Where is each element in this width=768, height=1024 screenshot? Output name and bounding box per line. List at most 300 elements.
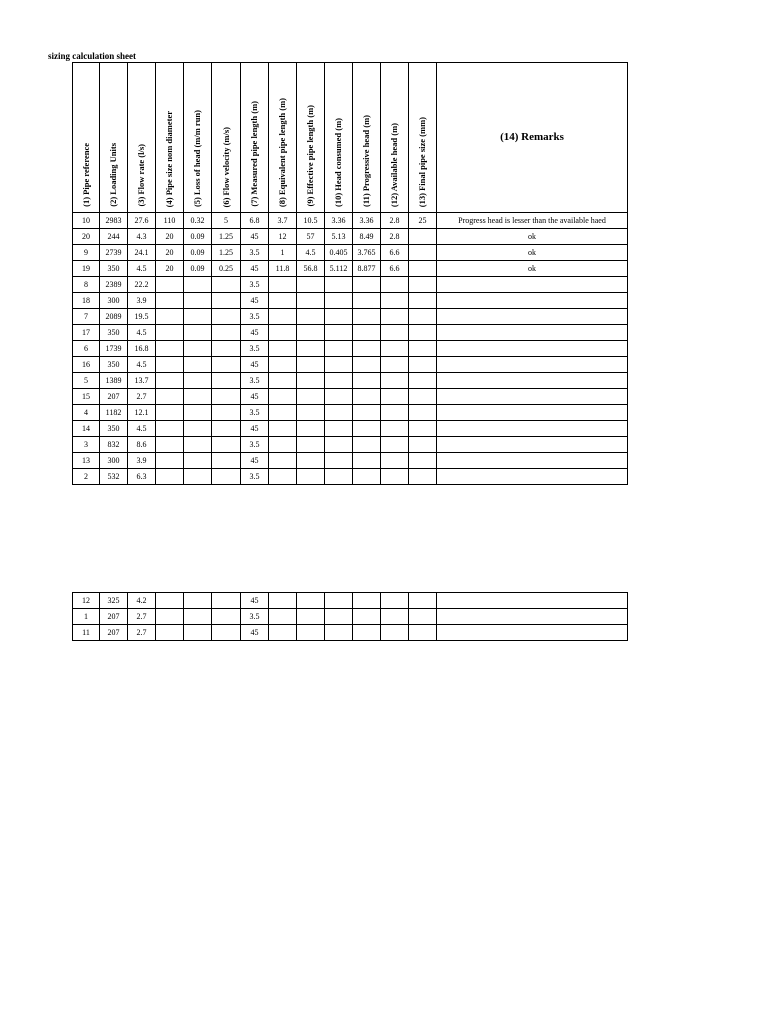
table-cell: 3.5 [241, 341, 269, 357]
table-cell: 13 [73, 453, 100, 469]
table-cell [409, 437, 437, 453]
table-cell: 45 [241, 389, 269, 405]
table-cell: 350 [100, 421, 128, 437]
table-cell [184, 421, 212, 437]
table-cell: 9 [73, 245, 100, 261]
table-cell [381, 309, 409, 325]
table-cell [381, 625, 409, 641]
table-cell: 2.7 [128, 389, 156, 405]
table-cell [156, 341, 184, 357]
table-cell [437, 389, 628, 405]
table-cell [381, 437, 409, 453]
table-cell: 5 [73, 373, 100, 389]
table-cell: 27.6 [128, 213, 156, 229]
table-cell [325, 421, 353, 437]
table-cell: 11.8 [269, 261, 297, 277]
table-cell [269, 277, 297, 293]
table-cell [184, 389, 212, 405]
table-cell: 0.09 [184, 245, 212, 261]
table-cell [325, 389, 353, 405]
table-cell: 7 [73, 309, 100, 325]
table-cell [325, 373, 353, 389]
table-cell [325, 325, 353, 341]
table-cell [297, 357, 325, 373]
sizing-table-continued [72, 592, 628, 641]
table-cell [297, 405, 325, 421]
table-cell [297, 625, 325, 641]
table-cell: 12.1 [128, 405, 156, 421]
table-cell: 45 [241, 625, 269, 641]
table-cell [184, 469, 212, 485]
table-cell [381, 341, 409, 357]
table-cell [269, 357, 297, 373]
column-header: (6) Flow velocity (m/s) [212, 63, 241, 213]
table-cell: 6 [73, 341, 100, 357]
table-cell: 3.36 [325, 213, 353, 229]
table-row [73, 389, 628, 405]
table-cell [269, 309, 297, 325]
table-cell: 45 [241, 421, 269, 437]
table-cell: 8.877 [353, 261, 381, 277]
table-cell [409, 357, 437, 373]
table-cell [156, 277, 184, 293]
table-cell [353, 437, 381, 453]
table-cell [297, 437, 325, 453]
table-cell: 1.25 [212, 229, 241, 245]
table-cell [409, 469, 437, 485]
column-header: (8) Equivalent pipe length (m) [269, 63, 297, 213]
table-cell [212, 341, 241, 357]
table-cell [409, 373, 437, 389]
table-cell [381, 277, 409, 293]
column-header: (10) Head consumed (m) [325, 63, 353, 213]
table-cell [184, 357, 212, 373]
table-cell [409, 245, 437, 261]
table-cell: 3.7 [269, 213, 297, 229]
table-cell [212, 421, 241, 437]
table-cell: 3.5 [241, 469, 269, 485]
table-cell: 4 [73, 405, 100, 421]
table-row [73, 261, 628, 277]
table-cell [212, 389, 241, 405]
table-cell: 3.5 [241, 437, 269, 453]
table-cell [156, 453, 184, 469]
table-cell: 45 [241, 453, 269, 469]
table-cell [269, 593, 297, 609]
table-cell: 20 [156, 245, 184, 261]
table-cell [297, 389, 325, 405]
table-cell: 3.5 [241, 277, 269, 293]
table-cell [184, 373, 212, 389]
table-cell [212, 593, 241, 609]
table-cell: 19 [73, 261, 100, 277]
table-cell [437, 341, 628, 357]
table-cell: 8.6 [128, 437, 156, 453]
table-cell [409, 261, 437, 277]
table-cell: 20 [73, 229, 100, 245]
table-cell [297, 421, 325, 437]
table-cell [409, 309, 437, 325]
table-cell: 6.8 [241, 213, 269, 229]
table-cell: 4.5 [128, 421, 156, 437]
table-cell: 350 [100, 357, 128, 373]
table-cell: ok [437, 245, 628, 261]
table-row [73, 609, 628, 625]
table-cell [269, 373, 297, 389]
table-cell [297, 277, 325, 293]
column-header: (13) Final pipe size (mm) [409, 63, 437, 213]
table-cell [437, 373, 628, 389]
table-cell: ok [437, 261, 628, 277]
table-cell [437, 405, 628, 421]
table-cell [269, 341, 297, 357]
column-header: (11) Progressive head (m) [353, 63, 381, 213]
table-cell: 19.5 [128, 309, 156, 325]
table-cell: 24.1 [128, 245, 156, 261]
table-row [73, 405, 628, 421]
header-row [73, 63, 628, 213]
table-cell [437, 421, 628, 437]
table-cell: 20 [156, 261, 184, 277]
table-cell: 2739 [100, 245, 128, 261]
table-row [73, 309, 628, 325]
table-cell [269, 421, 297, 437]
table-cell: 5.112 [325, 261, 353, 277]
table-cell [353, 373, 381, 389]
table-cell: 6.6 [381, 261, 409, 277]
table-cell [409, 325, 437, 341]
table-cell [381, 389, 409, 405]
table-cell [437, 625, 628, 641]
table-cell [297, 469, 325, 485]
column-header: (1) Pipe reference [73, 63, 100, 213]
table-cell [156, 357, 184, 373]
table-cell [409, 593, 437, 609]
table-cell [184, 277, 212, 293]
table-cell: 2.8 [381, 229, 409, 245]
table-cell: 3.5 [241, 373, 269, 389]
table-cell [437, 609, 628, 625]
table-cell [212, 609, 241, 625]
table-cell: 532 [100, 469, 128, 485]
table-cell [325, 309, 353, 325]
table-cell [212, 625, 241, 641]
table-cell [353, 325, 381, 341]
table-cell: 110 [156, 213, 184, 229]
column-header: (12) Available head (m) [381, 63, 409, 213]
table-cell: 13.7 [128, 373, 156, 389]
table-cell [353, 357, 381, 373]
table-cell [269, 469, 297, 485]
table-cell [184, 405, 212, 421]
table-cell [212, 373, 241, 389]
table-row [73, 357, 628, 373]
table-cell [437, 453, 628, 469]
table-cell [437, 293, 628, 309]
table-cell [325, 357, 353, 373]
table-cell [156, 469, 184, 485]
table-cell [156, 405, 184, 421]
table-cell: 3.765 [353, 245, 381, 261]
table-row [73, 245, 628, 261]
table-cell [269, 293, 297, 309]
table-cell: 2 [73, 469, 100, 485]
table-cell: 45 [241, 293, 269, 309]
table-row [73, 277, 628, 293]
table-cell: 300 [100, 453, 128, 469]
table-cell: 2983 [100, 213, 128, 229]
table-cell: 4.5 [128, 357, 156, 373]
table-cell [381, 325, 409, 341]
table-cell [212, 405, 241, 421]
table-cell [297, 293, 325, 309]
table-cell: 57 [297, 229, 325, 245]
table-cell: 45 [241, 325, 269, 341]
table-cell [156, 389, 184, 405]
table-cell: 2089 [100, 309, 128, 325]
table-row [73, 325, 628, 341]
table-cell [297, 593, 325, 609]
table-cell: 832 [100, 437, 128, 453]
table-cell [437, 309, 628, 325]
table-cell: 45 [241, 229, 269, 245]
table-row [73, 421, 628, 437]
table-cell [409, 277, 437, 293]
table-cell: 4.3 [128, 229, 156, 245]
table-cell [409, 229, 437, 245]
table-cell: ok [437, 229, 628, 245]
table-cell: 4.5 [128, 261, 156, 277]
table-cell [156, 325, 184, 341]
table-cell: 17 [73, 325, 100, 341]
table-cell [381, 609, 409, 625]
table-cell: 3.9 [128, 453, 156, 469]
table-cell: 2.7 [128, 625, 156, 641]
table-cell: 207 [100, 609, 128, 625]
table-cell: 11 [73, 625, 100, 641]
table-cell [437, 593, 628, 609]
table-cell: 3.5 [241, 309, 269, 325]
table-cell: 3.9 [128, 293, 156, 309]
table-cell [269, 405, 297, 421]
table-cell [353, 405, 381, 421]
table-cell [353, 593, 381, 609]
table-cell [325, 405, 353, 421]
table-cell [409, 293, 437, 309]
column-header: (4) Pipe size nom diameter [156, 63, 184, 213]
column-header: (3) Flow rate (l/s) [128, 63, 156, 213]
table-cell: 2.8 [381, 213, 409, 229]
table-cell [353, 421, 381, 437]
table-cell: 3 [73, 437, 100, 453]
table-cell: 0.09 [184, 229, 212, 245]
table-cell [269, 325, 297, 341]
table-cell [381, 357, 409, 373]
column-header: (2) Loading Units [100, 63, 128, 213]
column-header: (7) Measured pipe length (m) [241, 63, 269, 213]
table-cell [325, 341, 353, 357]
table-cell: 0.09 [184, 261, 212, 277]
table-cell [184, 341, 212, 357]
table-cell [325, 453, 353, 469]
table-cell [381, 593, 409, 609]
table-cell: 14 [73, 421, 100, 437]
column-header: (9) Effective pipe length (m) [297, 63, 325, 213]
table-cell [156, 309, 184, 325]
table-cell [437, 357, 628, 373]
table-cell [353, 293, 381, 309]
table-cell: 15 [73, 389, 100, 405]
table-cell: 18 [73, 293, 100, 309]
table-cell: 12 [269, 229, 297, 245]
table-cell: 4.2 [128, 593, 156, 609]
table-cell [184, 325, 212, 341]
sizing-table [72, 62, 628, 485]
table-cell [156, 421, 184, 437]
table-cell [353, 609, 381, 625]
table-cell [409, 389, 437, 405]
table-cell [325, 593, 353, 609]
column-header-remarks: (14) Remarks [437, 63, 628, 213]
table-cell: 1389 [100, 373, 128, 389]
table-cell [297, 309, 325, 325]
table-cell [353, 625, 381, 641]
table-cell: 3.36 [353, 213, 381, 229]
table-cell [381, 405, 409, 421]
table-row [73, 469, 628, 485]
table-cell [184, 609, 212, 625]
table-cell: 325 [100, 593, 128, 609]
table-cell [297, 341, 325, 357]
table-cell [409, 625, 437, 641]
table-cell [353, 277, 381, 293]
table-cell: 0.32 [184, 213, 212, 229]
table-cell: 12 [73, 593, 100, 609]
table-cell [381, 293, 409, 309]
table-cell: 45 [241, 261, 269, 277]
table-cell: 16.8 [128, 341, 156, 357]
table-cell: 10 [73, 213, 100, 229]
table-cell [437, 325, 628, 341]
table-cell [269, 609, 297, 625]
table-cell: 22.2 [128, 277, 156, 293]
table-cell [156, 373, 184, 389]
table-cell: 3.5 [241, 405, 269, 421]
table-cell [269, 389, 297, 405]
table-cell [156, 437, 184, 453]
table-cell [353, 469, 381, 485]
table-cell: 4.5 [297, 245, 325, 261]
table-cell [184, 625, 212, 641]
table-cell [325, 625, 353, 641]
table-cell: 45 [241, 593, 269, 609]
table-cell [353, 389, 381, 405]
table-cell: 1 [73, 609, 100, 625]
table-cell: 350 [100, 261, 128, 277]
table-cell [381, 469, 409, 485]
table-cell: 244 [100, 229, 128, 245]
table-cell [269, 453, 297, 469]
table-cell [353, 453, 381, 469]
table-cell [212, 453, 241, 469]
table-cell [212, 277, 241, 293]
table-cell [353, 341, 381, 357]
table-cell [437, 469, 628, 485]
sheet-title: sizing calculation sheet [48, 51, 136, 61]
table-cell: 300 [100, 293, 128, 309]
table-cell [381, 453, 409, 469]
table-cell: 0.25 [212, 261, 241, 277]
table-cell: 1182 [100, 405, 128, 421]
table-cell: 10.5 [297, 213, 325, 229]
table-cell: 56.8 [297, 261, 325, 277]
table-row [73, 625, 628, 641]
table-cell: 1 [269, 245, 297, 261]
table-cell [409, 421, 437, 437]
table-row [73, 293, 628, 309]
table-cell [381, 373, 409, 389]
table-row [73, 373, 628, 389]
table-cell [212, 437, 241, 453]
table-row [73, 437, 628, 453]
table-cell: 2389 [100, 277, 128, 293]
table-cell: 25 [409, 213, 437, 229]
table-cell [269, 437, 297, 453]
table-cell: 4.5 [128, 325, 156, 341]
table-cell [184, 309, 212, 325]
table-cell [409, 609, 437, 625]
table-cell: 2.7 [128, 609, 156, 625]
table-cell [184, 437, 212, 453]
table-cell [212, 325, 241, 341]
table-cell [381, 421, 409, 437]
table-cell: 8.49 [353, 229, 381, 245]
table-cell: 3.5 [241, 245, 269, 261]
table-cell [325, 469, 353, 485]
table-cell [437, 277, 628, 293]
table-cell: 6.6 [381, 245, 409, 261]
table-cell [156, 625, 184, 641]
table-cell [325, 277, 353, 293]
table-cell: 6.3 [128, 469, 156, 485]
column-header: (5) Loss of head (m/m run) [184, 63, 212, 213]
table-cell [297, 609, 325, 625]
table-cell: 3.5 [241, 609, 269, 625]
table-row [73, 593, 628, 609]
table-cell [269, 625, 297, 641]
table-cell [184, 293, 212, 309]
table-cell [156, 593, 184, 609]
table-cell: 1739 [100, 341, 128, 357]
table-cell: Progress head is lesser than the available haed [437, 213, 628, 229]
table-cell [184, 453, 212, 469]
table-cell: 5.13 [325, 229, 353, 245]
table-cell [212, 357, 241, 373]
table-cell: 350 [100, 325, 128, 341]
table-cell: 1.25 [212, 245, 241, 261]
table-cell [325, 293, 353, 309]
table-cell [409, 405, 437, 421]
table-cell [325, 609, 353, 625]
table-cell [156, 293, 184, 309]
table-cell [325, 437, 353, 453]
table-cell [409, 453, 437, 469]
table-cell [353, 309, 381, 325]
table-row [73, 453, 628, 469]
table-cell [212, 309, 241, 325]
table-cell: 5 [212, 213, 241, 229]
table-row [73, 213, 628, 229]
